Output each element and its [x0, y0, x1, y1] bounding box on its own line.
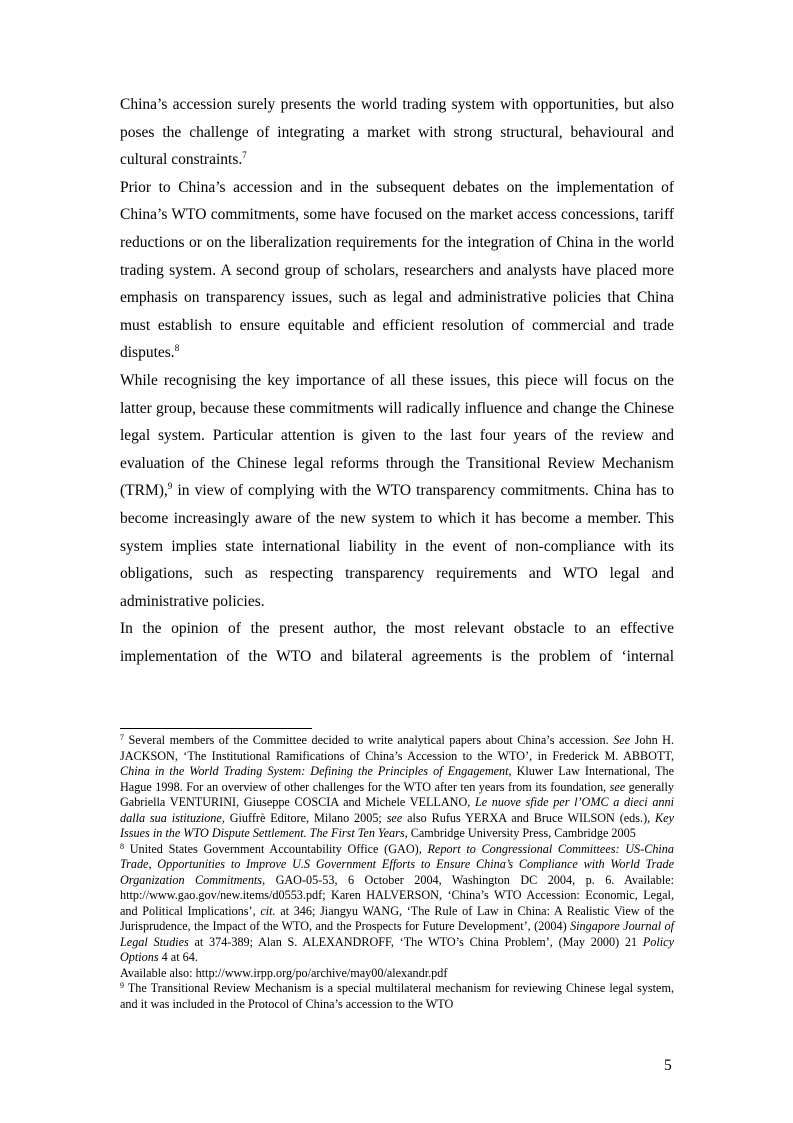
page-number: 5: [664, 1057, 672, 1074]
footnote-number: 8: [120, 841, 124, 851]
footnote-ref-9[interactable]: 9: [167, 481, 173, 492]
footnote-ref-7[interactable]: 7: [242, 150, 247, 161]
main-text: [120, 91, 674, 670]
paragraph-3: While recognising the key importance of all these issues, this piece will focus on the latter group, because these commitments will radically influence and change the Chinese legal system. Particular attention is given to the last four years of the review and evaluation of the Chinese legal reforms through the Transitional Review Mechanism (TRM),$^9$ in view of complying with the WTO transparency commitments. China has to become increasingly aware of the new system to which it has become a member. This system implies state international liability in the event of non-compliance with its obligations, such as respecting transparency requirements and WTO legal and administrative policies.: [120, 371, 674, 610]
paragraph-2: Prior to China’s accession and in the subsequent debates on the implementation of China’s WTO commitments, some have focused on the market access concessions, tariff reductions or on the liberalization requirements for the integration of China in the world trading system. A second group of scholars, researchers and analysts have placed more emphasis on transparency issues, such as legal and administrative policies that China must establish to ensure equitable and efficient resolution of commercial and trade disputes.$^8$: [120, 178, 674, 362]
paragraph-4: In the opinion of the present author, the most relevant obstacle to an effective implementation of the WTO and bilateral agreements is the problem of ‘internal: [120, 620, 674, 665]
footnote-7: $^7$ Several members of the Committee decided to write analytical papers about China’s accession. See John H. JACKSON, ‘The Institutional Ramifications of China’s Accession to the WTO’, in Frederick M. ABBOTT, China in the World Trading System: Defining the Principles of Engagement, Kluwer Law International, The Hague 1998. For an overview of other challenges for the WTO after ten years from its foundation, see generally Gabriella VENTURINI, Giuseppe COSCIA and Michele VELLANO, Le nuove sfide per l’OMC a dieci anni dalla sua istituzione, Giuffrè Editore, Milano 2005; see also Rufus YERXA and Bruce WILSON (eds.), Key Issues in the WTO Dispute Settlement. The First Ten Years, Cambridge University Press, Cambridge 2005: [120, 733, 675, 840]
footnote-number: 9: [120, 981, 124, 990]
footnote-link-text: Available also: http://www.irpp.org/po/archive/may00/alexandr.pdf: [120, 965, 448, 980]
footnote-8: $^8$ United States Government Accountability Office (GAO), Report to Congressional Committees: US-China Trade, Opportunities to Improve U.S Government Efforts to Ensure China’s Compliance with World Trade Organization Commitments, GAO-05-53, 6 October 2004, Washington DC 2004, p. 6. Available: http://www.gao.gov/new.items/d0553.pdf; Karen HALVERSON, ‘China’s WTO Accession: Economic, Legal, and Political Implications’, cit. at 346; Jiangyu WANG, ‘The Rule of Law in China: A Realistic View of the Jurisprudence, the Impact of the WTO, and the Prospects for Future Development’, (2004) Singapore Journal of Legal Studies at 374-389; Alan S. ALEXANDROFF, ‘The WTO’s China Problem’, (May 2000) 21 Policy Options 4 at 64. Available also: http://www.irpp.org/po/archive/may00/alexandr.pdf: [120, 841, 675, 980]
footnote-ref-8[interactable]: 8: [174, 343, 180, 354]
paragraph-1: China’s accession surely presents the world trading system with opportunities, but also poses the challenge of integrating a market with strong structural, behavioural and cultural constraints.$^7$: [120, 96, 674, 169]
footnotes: [120, 733, 674, 1012]
footnote-number: 7: [120, 733, 124, 742]
footnote-separator: [120, 728, 312, 729]
footnote-9: $^9$ The Transitional Review Mechanism is a special multilateral mechanism for reviewing Chinese legal system, and it was included in the Protocol of China’s accession to the WTO: [120, 981, 674, 1011]
